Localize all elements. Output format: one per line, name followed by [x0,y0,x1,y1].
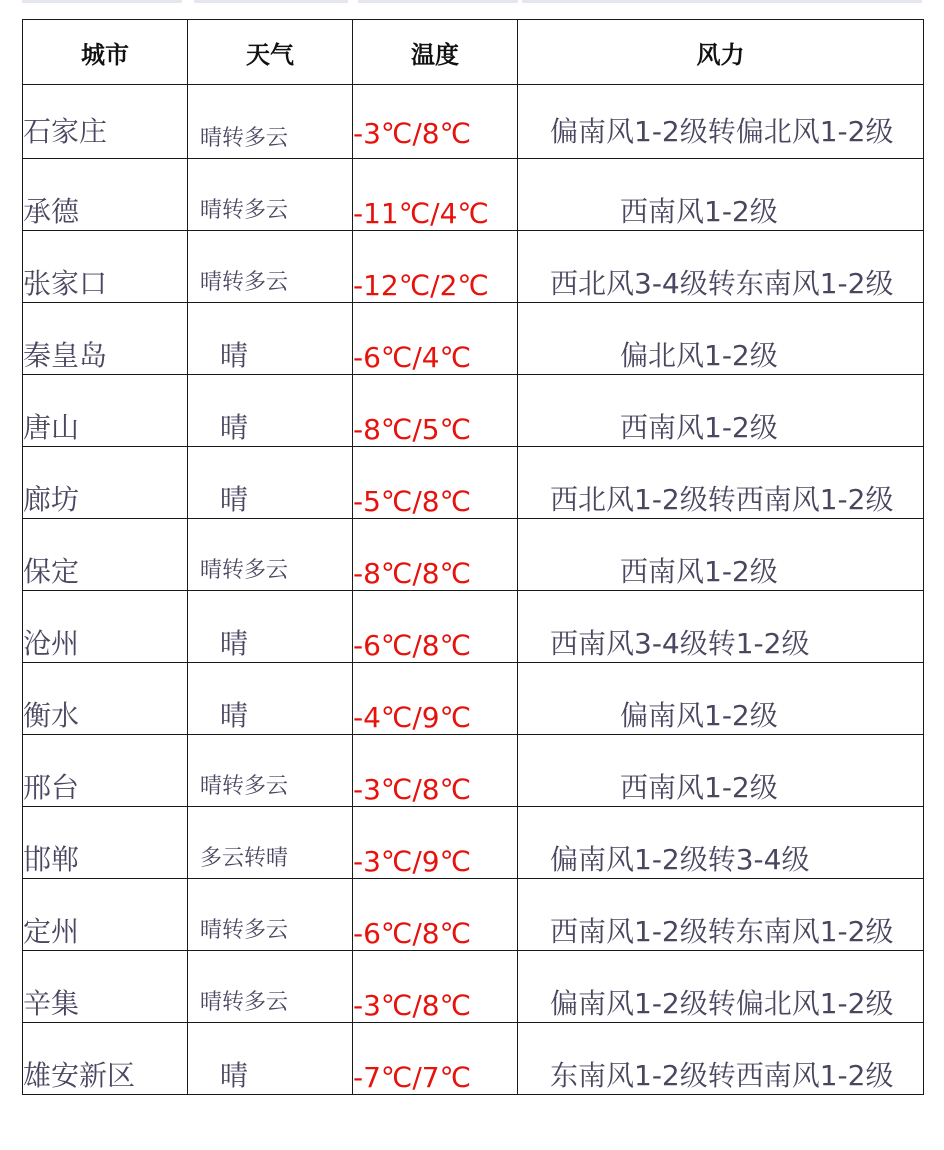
wind-cell: 偏南风1-2级转偏北风1-2级 [518,85,924,159]
header-city: 城市 [23,20,188,85]
temperature-cell: -6℃/8℃ [353,591,518,663]
header-temperature: 温度 [353,20,518,85]
table-row [23,735,924,807]
city-cell: 定州 [23,879,188,951]
temperature-cell: -4℃/9℃ [353,663,518,735]
header-wind: 风力 [518,20,924,85]
city-cell: 张家口 [23,231,188,303]
weather-cell: 多云转晴 [188,807,353,879]
city-cell: 承德 [23,159,188,231]
table-row [23,375,924,447]
city-cell: 廊坊 [23,447,188,519]
table-row [23,807,924,879]
temperature-cell: -6℃/4℃ [353,303,518,375]
temperature-cell: -8℃/5℃ [353,375,518,447]
city-cell: 唐山 [23,375,188,447]
city-cell: 辛集 [23,951,188,1023]
table-row [23,591,924,663]
weather-cell: 晴转多云 [188,951,353,1023]
wind-cell: 东南风1-2级转西南风1-2级 [518,1023,924,1095]
table-row [23,303,924,375]
wind-cell: 西南风1-2级转东南风1-2级 [518,879,924,951]
wind-cell: 偏北风1-2级 [518,303,924,375]
table-row [23,879,924,951]
wind-cell: 偏南风1-2级转3-4级 [518,807,924,879]
table-row [23,663,924,735]
wind-cell: 西南风1-2级 [518,375,924,447]
city-cell: 秦皇岛 [23,303,188,375]
weather-cell: 晴转多云 [188,231,353,303]
table-row [23,159,924,231]
temperature-cell: -8℃/8℃ [353,519,518,591]
wind-cell: 偏南风1-2级 [518,663,924,735]
wind-cell: 偏南风1-2级转偏北风1-2级 [518,951,924,1023]
weather-cell: 晴转多云 [188,85,353,159]
table-row [23,231,924,303]
table-row [23,519,924,591]
temperature-cell: -3℃/8℃ [353,951,518,1023]
weather-cell: 晴 [188,303,353,375]
temperature-cell: -3℃/9℃ [353,807,518,879]
weather-cell: 晴转多云 [188,159,353,231]
weather-cell: 晴 [188,1023,353,1095]
weather-cell: 晴 [188,591,353,663]
weather-cell: 晴转多云 [188,735,353,807]
wind-cell: 西南风3-4级转1-2级 [518,591,924,663]
city-cell: 雄安新区 [23,1023,188,1095]
header-weather: 天气 [188,20,353,85]
table-header-row [23,20,924,85]
weather-cell: 晴 [188,447,353,519]
weather-cell: 晴 [188,663,353,735]
table-body [23,85,924,1095]
table-row [23,1023,924,1095]
table-row [23,951,924,1023]
table-row [23,85,924,159]
wind-cell: 西北风3-4级转东南风1-2级 [518,231,924,303]
city-cell: 邯郸 [23,807,188,879]
temperature-cell: -3℃/8℃ [353,735,518,807]
temperature-cell: -5℃/8℃ [353,447,518,519]
weather-cell: 晴转多云 [188,519,353,591]
temperature-cell: -6℃/8℃ [353,879,518,951]
top-divider-strip [22,0,922,4]
weather-forecast-table [22,19,924,1095]
city-cell: 衡水 [23,663,188,735]
temperature-cell: -3℃/8℃ [353,85,518,159]
wind-cell: 西南风1-2级 [518,519,924,591]
temperature-cell: -12℃/2℃ [353,231,518,303]
city-cell: 保定 [23,519,188,591]
temperature-cell: -11℃/4℃ [353,159,518,231]
city-cell: 沧州 [23,591,188,663]
wind-cell: 西南风1-2级 [518,159,924,231]
weather-cell: 晴 [188,375,353,447]
table-row [23,447,924,519]
temperature-cell: -7℃/7℃ [353,1023,518,1095]
wind-cell: 西北风1-2级转西南风1-2级 [518,447,924,519]
city-cell: 石家庄 [23,85,188,159]
wind-cell: 西南风1-2级 [518,735,924,807]
weather-cell: 晴转多云 [188,879,353,951]
city-cell: 邢台 [23,735,188,807]
